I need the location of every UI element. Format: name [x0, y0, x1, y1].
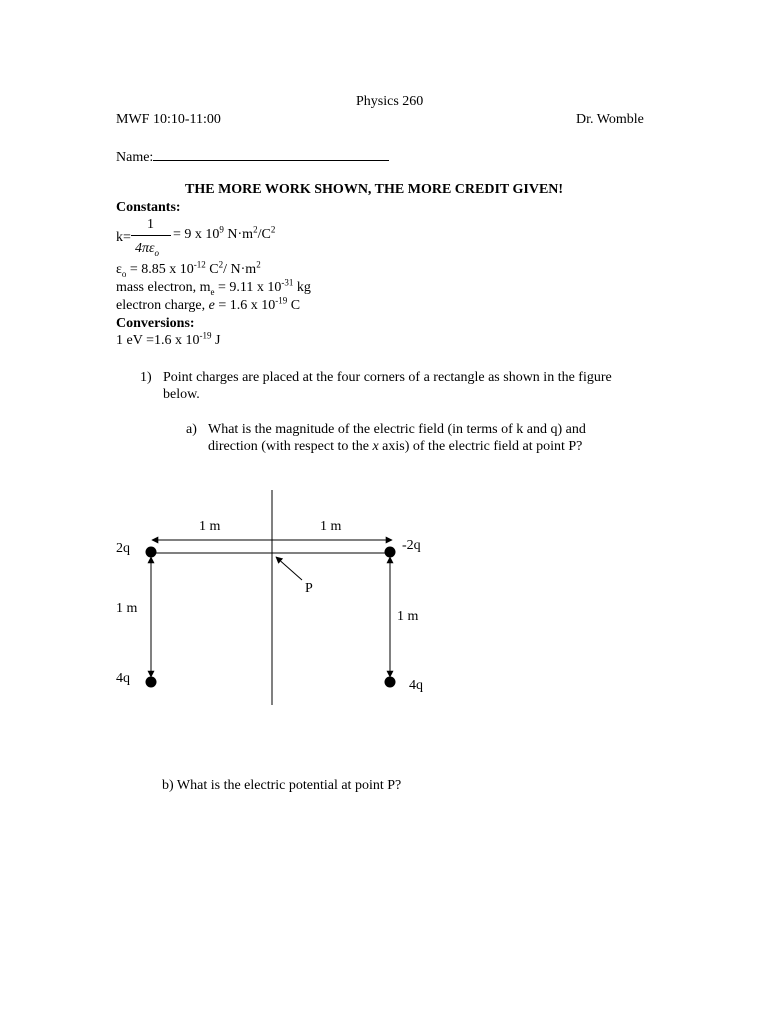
course-title: Physics 260 — [356, 94, 424, 109]
question-1-number: 1) — [140, 370, 152, 385]
right-width-label: 1 m — [320, 519, 342, 534]
charge-top-right — [385, 547, 396, 558]
conversions-heading: Conversions: — [116, 316, 195, 331]
permittivity-constant: $\varepsilon_o = 8.85$ x $10^{-12}$ $C^2/$ $N\cdot m^2$ — [116, 259, 261, 279]
charge-bottom-left — [146, 677, 157, 688]
name-label: Name: — [116, 150, 154, 165]
left-width-label: 1 m — [199, 519, 221, 534]
question-1-text-line1: Point charges are placed at the four corners of a rectangle as shown in the figure — [163, 370, 612, 385]
credit-banner: THE MORE WORK SHOWN, THE MORE CREDIT GIVEN! — [185, 182, 564, 197]
part-a-label: a) — [186, 422, 197, 437]
left-height-label: 1 m — [116, 601, 138, 616]
k-denominator: $4\pi\varepsilon_o$ — [135, 241, 160, 258]
electron-mass: mass electron, $m_e = 9.11$ x $10^{-31}$ kg — [116, 277, 311, 297]
part-a-line2: direction (with respect to the x axis) of the electric field at point P? — [208, 439, 583, 454]
instructor: Dr. Womble — [576, 112, 644, 127]
charge-top-left — [146, 547, 157, 558]
constants-heading: Constants: — [116, 200, 181, 215]
point-p-pointer — [276, 557, 302, 580]
top-left-charge-label: 2q — [116, 541, 130, 556]
part-b-question: b) What is the electric potential at point P? — [162, 778, 402, 793]
bottom-right-charge-label: 4q — [409, 678, 423, 693]
question-1-text-line2: below. — [163, 387, 200, 402]
k-prefix: k= — [116, 230, 131, 245]
part-a-line1: What is the magnitude of the electric field (in terms of k and q) and — [208, 422, 586, 437]
right-height-label: 1 m — [397, 609, 419, 624]
top-right-charge-label: -2q — [402, 538, 421, 553]
charge-bottom-right — [385, 677, 396, 688]
ev-conversion: 1 eV =1.6 x $10^{-19}$ J — [116, 330, 221, 348]
bottom-left-charge-label: 4q — [116, 671, 130, 686]
point-p-label: P — [305, 581, 313, 596]
electron-charge: electron charge, e = 1.6 x $10^{-19}$ C — [116, 295, 301, 313]
schedule: MWF 10:10-11:00 — [116, 112, 221, 127]
k-value: = 9 x $10^9$ $N\cdot m^2/C^2$ — [173, 224, 276, 242]
k-numerator: 1 — [147, 217, 154, 232]
